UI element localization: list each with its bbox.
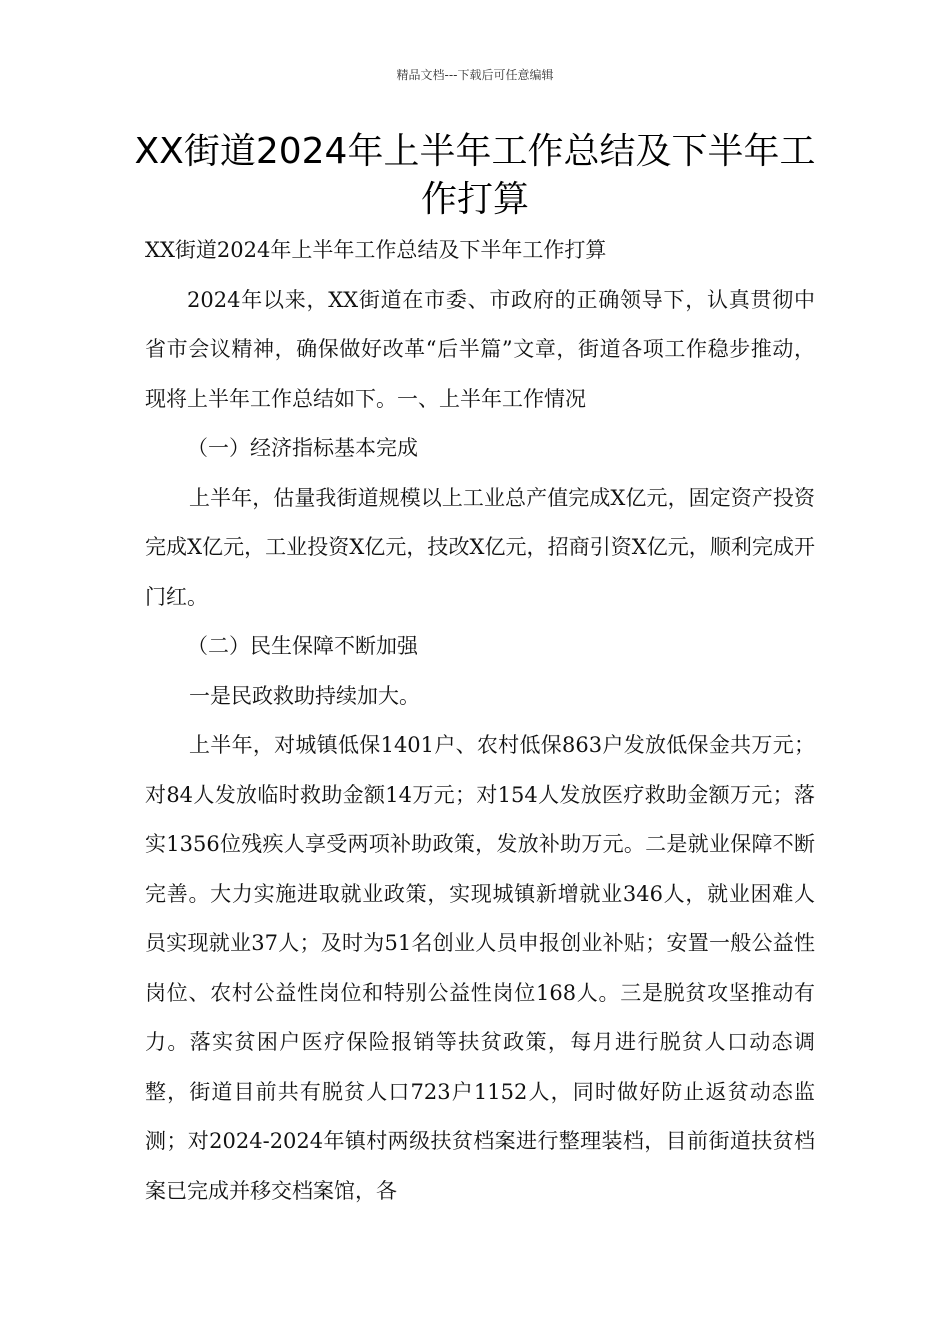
header-note: 精品文档---下载后可任意编辑 [396, 68, 554, 82]
livelihood-paragraph: 上半年，对城镇低保1401户、农村低保863户发放低保金共万元；对84人发放临时救助金额14万元；对154人发放医疗救助金额万元；落实1356位残疾人享受两项补助政策，发放补助万元。二是就业保障不断完善。大力实施进取就业政策，实现城镇新增就业346人，就业困难人员实现就业37人；及时为51名创业人员申报创业补贴；安置一般公益性岗位、农村公益性岗位和特别公益性岗位168人。三是脱贫攻坚推动有力。落实贫困户医疗保险报销等扶贫政策，每月进行脱贫人口动态调整，街道目前共有脱贫人口723户1152人，同时做好防止返贫动态监测；对2024-2024年镇村两级扶贫档案进行整理装档，目前街道扶贫档案已完成并移交档案馆，各 [145, 733, 815, 1203]
economy-paragraph: 上半年，估量我街道规模以上工业总产值完成X亿元，固定资产投资完成X亿元，工业投资X亿元，技改X亿元，招商引资X亿元，顺利完成开门红。 [145, 485, 815, 609]
document-body [145, 226, 815, 1216]
civil-aid-heading: 一是民政救助持续加大。 [189, 683, 420, 708]
intro-paragraph: 2024年以来，XX街道在市委、市政府的正确领导下，认真贯彻中省市会议精神，确保做好改革“后半篇”文章，街道各项工作稳步推动，现将上半年工作总结如下。一、上半年工作情况 [145, 287, 815, 411]
subtitle-paragraph: XX街道2024年上半年工作总结及下半年工作打算 [145, 238, 607, 262]
section-heading-livelihood: （二）民生保障不断加强 [187, 634, 418, 658]
section-heading-economy: （一）经济指标基本完成 [187, 436, 418, 460]
document-title: XX街道2024年上半年工作总结及下半年工作打算 [134, 131, 816, 220]
